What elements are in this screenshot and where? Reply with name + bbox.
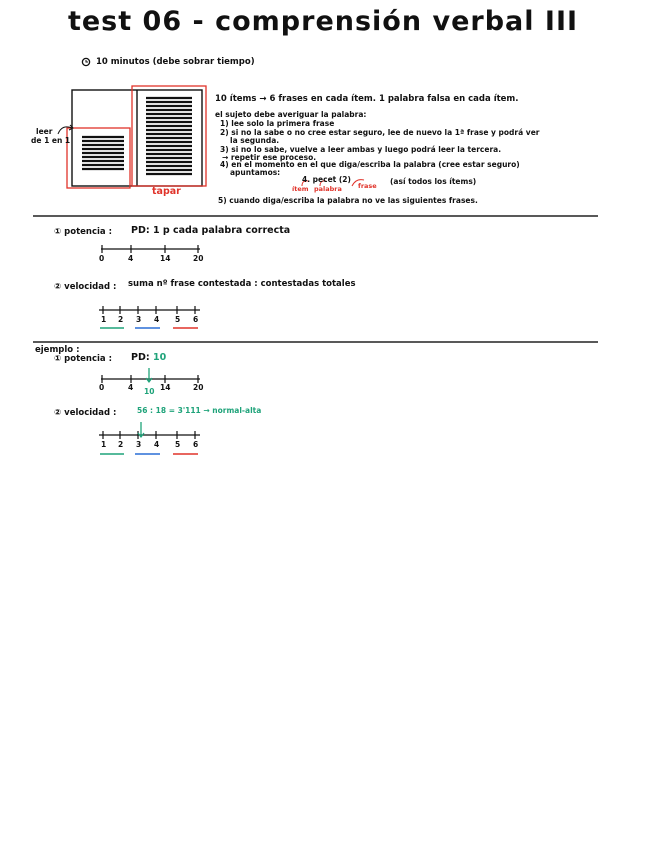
velocidad-tick-3: 3 — [136, 315, 142, 324]
velocidad-tick-4: 4 — [154, 315, 160, 324]
velocidad-scale — [99, 306, 200, 328]
example-potencia-tick-2: 14 — [160, 383, 171, 392]
formula-word-label: palabra — [314, 185, 342, 193]
step-4b: apuntamos: — [230, 168, 281, 177]
potencia-tick-3: 20 — [193, 254, 204, 263]
example-label: ejemplo : — [35, 345, 80, 355]
formula-phrase-label: frase — [358, 182, 377, 190]
step-3b: → repetir ese proceso. — [222, 153, 317, 162]
example-velocidad-calc: 56 : 18 = 3'111 → normal-alta — [137, 406, 262, 415]
example-potencia-scale — [101, 368, 200, 383]
clock-icon — [82, 58, 89, 65]
example-potencia-tick-3: 20 — [193, 383, 204, 392]
example-pd-value: 10 — [153, 352, 167, 363]
velocidad-tick-2: 2 — [118, 315, 124, 324]
potencia-tick-1: 4 — [128, 254, 134, 263]
potencia-tick-2: 14 — [160, 254, 171, 263]
step-2b: la segunda. — [230, 136, 280, 145]
formula-note: (así todos los ítems) — [390, 177, 477, 186]
example-potencia-label: ① potencia : — [54, 354, 113, 364]
read-label-line1: leer — [36, 127, 53, 136]
example-velocidad-tick-4: 4 — [154, 440, 160, 449]
example-velocidad-tick-1: 1 — [101, 440, 107, 449]
instruction-line2: el sujeto debe averiguar la palabra: — [215, 110, 367, 119]
potencia-pd: PD: 1 p cada palabra correcta — [131, 225, 291, 236]
timer-text: 10 minutos (debe sobrar tiempo) — [96, 57, 255, 67]
step-3a: 3) si no lo sabe, vuelve a leer ambas y luego podrá leer la tercera. — [220, 145, 502, 154]
read-label-line2: de 1 en 1 — [31, 136, 71, 145]
velocidad-text: suma nº frase contestada : contestadas totales — [128, 279, 356, 289]
velocidad-label: ② velocidad : — [54, 282, 117, 292]
step-5: 5) cuando diga/escriba la palabra no ve las siguientes frases. — [218, 196, 478, 205]
example-potencia-marker-value: 10 — [144, 387, 155, 396]
potencia-tick-0: 0 — [99, 254, 105, 263]
velocidad-tick-6: 6 — [193, 315, 199, 324]
instruction-line1: 10 ítems → 6 frases en cada ítem. 1 palabra falsa en cada ítem. — [215, 94, 519, 104]
step-1: 1) lee solo la primera frase — [220, 119, 335, 128]
example-velocidad-tick-6: 6 — [193, 440, 199, 449]
potencia-label: ① potencia : — [54, 227, 113, 237]
velocidad-tick-5: 5 — [175, 315, 181, 324]
page-title: test 06 - comprensión verbal III — [67, 6, 579, 37]
example-pd-label: PD: — [131, 352, 150, 363]
cover-label: tapar — [152, 186, 181, 197]
formula: 4. pecet (2) — [302, 175, 351, 184]
example-velocidad-scale — [99, 422, 200, 454]
example-velocidad-label: ② velocidad : — [54, 408, 117, 418]
step-4a: 4) en el momento en el que diga/escriba la palabra (cree estar seguro) — [220, 160, 520, 169]
example-potencia-tick-1: 4 — [128, 383, 134, 392]
step-2a: 2) si no la sabe o no cree estar seguro, lee de nuevo la 1ª frase y podrá ver — [220, 128, 540, 137]
example-velocidad-tick-2: 2 — [118, 440, 124, 449]
potencia-scale — [101, 245, 200, 253]
example-velocidad-tick-3: 3 — [136, 440, 142, 449]
example-potencia-tick-0: 0 — [99, 383, 105, 392]
book-illustration — [58, 86, 206, 188]
example-velocidad-tick-5: 5 — [175, 440, 181, 449]
velocidad-tick-1: 1 — [101, 315, 107, 324]
formula-item-label: ítem — [292, 185, 309, 193]
